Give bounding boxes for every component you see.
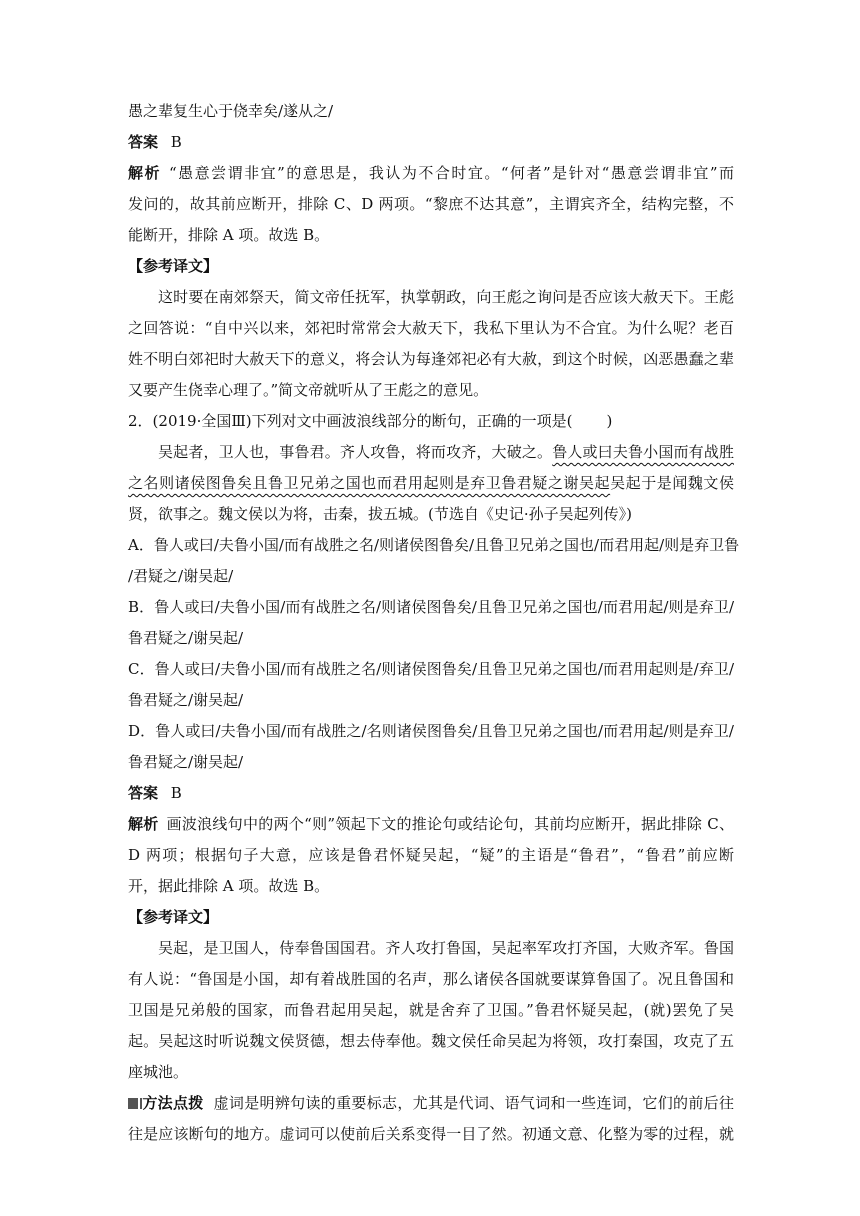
q1-analysis: 解析 “愚意尝谓非宜”的意思是，我认为不合时宜。“何者”是针对“愚意尝谓非宜”而 发问的，故其前应断开，排除 C、D 两项。“黎庶不达其意”，主谓宾齐全，结构完整，不 能断开，排除 A 项。故选 B。 (128, 164, 734, 244)
answer-label: 答案 (128, 784, 159, 802)
q2-answer (128, 778, 734, 809)
option-b: B．鲁人或曰/夫鲁小国/而有战胜之名/则诸侯图鲁矣/且鲁卫兄弟之国也/而君用起/则是弃卫/ (128, 598, 734, 616)
q2-stem: 2．(2019·全国Ⅲ)下列对文中画波浪线部分的断句，正确的一项是( ) (128, 412, 613, 430)
q1-answer (128, 127, 734, 158)
method-tip: 方法点拨 虚词是明辨句读的重要标志，尤其是代词、语气词和一些连词，它们的前后往 往是应该断句的地方。虚词可以使前后关系变得一目了然。初通文意、化整为零的过程，就 (128, 1094, 734, 1143)
translation-heading: 【参考译文】 (128, 257, 219, 275)
q1-translation: 这时要在南郊祭天，简文帝任抚军，执掌朝政，向王彪之询问是否应该大赦天下。王彪 之回答说：“自中兴以来，郊祀时常常会大赦天下，我私下里认为不合宜。为什么呢？老百 姓不明白郊祀时大赦天下的意义，将会认为每逢郊祀必有大赦，到这个时候，凶恶愚蠢之辈 又要产生侥幸心理了。”简文帝就听从了王彪之的意见。 (128, 288, 734, 399)
document-page (128, 96, 740, 1150)
answer-label: 答案 (128, 133, 159, 151)
analysis-label: 解析 (128, 815, 159, 833)
option-a: A．鲁人或曰/夫鲁小国/而有战胜之名/则诸侯图鲁矣/且鲁卫兄弟之国也/而君用起/则是弃卫鲁 (128, 536, 740, 554)
q2-translation: 吴起，是卫国人，侍奉鲁国国君。齐人攻打鲁国，吴起率军攻打齐国，大败齐军。鲁国 有人说：“鲁国是小国，却有着战胜国的名声，那么诸侯各国就要谋算鲁国了。况且鲁国和 卫国是兄弟般的国家，而鲁君起用吴起，就是舍弃了卫国。”鲁君怀疑吴起，(就)罢免了吴 起。吴起这时听说魏文侯贤德，想去侍奉他。魏文侯任命吴起为将领，攻打秦国，攻克了五 座城池。 (128, 939, 734, 1081)
method-tip-label: 方法点拨 (142, 1094, 204, 1112)
tip-marker-icon (128, 1098, 138, 1109)
analysis-label: 解析 (128, 164, 161, 182)
q1-option-tail: 愚之辈复生心于侥幸矣/遂从之/ (128, 102, 334, 120)
answer-value: B (170, 784, 182, 802)
q2-passage: 吴起者，卫人也，事鲁君。齐人攻鲁，将而攻齐，大破之。鲁人或曰夫鲁小国而有战胜之名则诸侯图鲁矣且鲁卫兄弟之国也而君用起则是弃卫鲁君疑之谢吴起吴起于是闻魏文侯贤，欲事之。魏文侯以为将，击秦，拔五城。(节选自《史记·孙子吴起列传》) (128, 443, 734, 523)
option-c: C．鲁人或曰/夫鲁小国/而有战胜之名/则诸侯图鲁矣/且鲁卫兄弟之国也/而君用起则是/弃卫/ (128, 660, 734, 678)
answer-value: B (170, 133, 182, 151)
q2-options: A．鲁人或曰/夫鲁小国/而有战胜之名/则诸侯图鲁矣/且鲁卫兄弟之国也/而君用起/则是弃卫鲁 /君疑之/谢吴起/ B．鲁人或曰/夫鲁小国/而有战胜之名/则诸侯图鲁矣/且鲁卫兄弟之国也/而君用起/则是弃卫/ 鲁君疑之/谢吴起/ C．鲁人或曰/夫鲁小国/而有战胜之名/则诸侯图鲁矣/且鲁卫兄弟之国也/而君用起则是/弃卫/ 鲁君疑之/谢吴起/ D．鲁人或曰/夫鲁小国/而有战胜之/名则诸侯图鲁矣/且鲁卫兄弟之国也/而君用起/则是弃卫/ 鲁君疑之/谢吴起/ (128, 530, 734, 778)
q2-analysis: 解析 画波浪线句中的两个“则”领起下文的推论句或结论句，其前均应断开，据此排除 C、 D 两项；根据句子大意，应该是鲁君怀疑吴起，“疑”的主语是“鲁君”，“鲁君”前应断 开，据此排除 A 项。故选 B。 (128, 815, 734, 895)
option-d: D．鲁人或曰/夫鲁小国/而有战胜之/名则诸侯图鲁矣/且鲁卫兄弟之国也/而君用起/则是弃卫/ (128, 722, 734, 740)
translation-heading: 【参考译文】 (128, 908, 219, 926)
wavy-underline-text: 之名则诸侯图鲁矣且鲁卫兄弟之国也而君用起则是弃卫鲁君疑之谢吴起 (128, 474, 611, 492)
wavy-underline-text: 鲁人或曰夫鲁小国而有战胜 (552, 443, 734, 461)
